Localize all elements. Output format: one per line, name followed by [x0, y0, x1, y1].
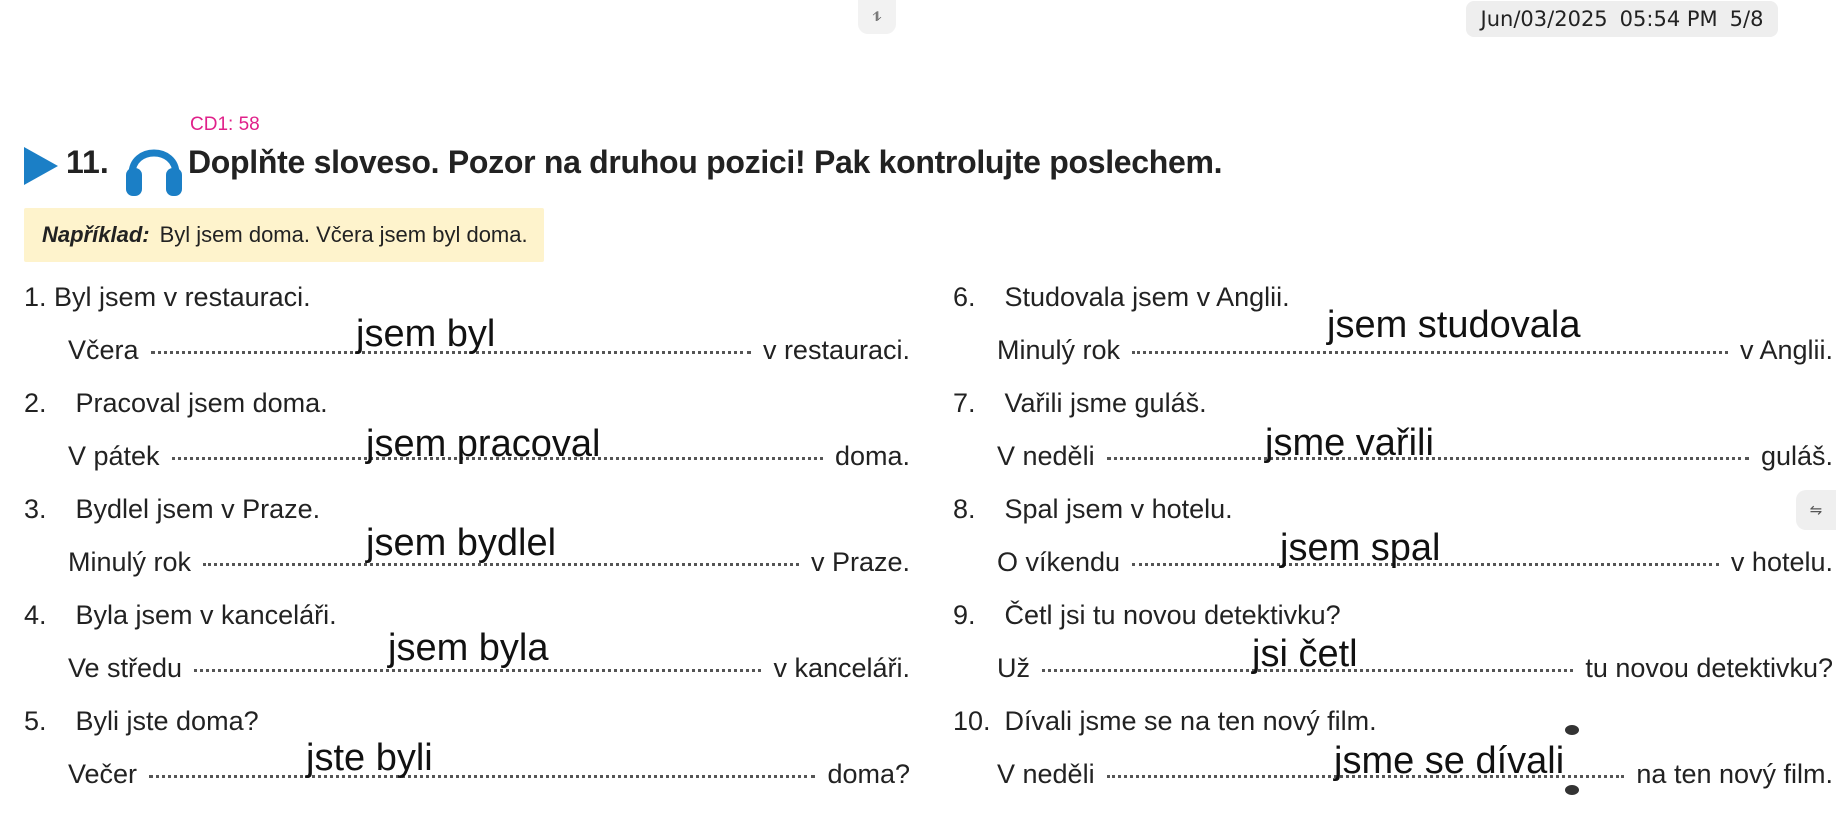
item-question: [24, 388, 328, 419]
selection-handle-bottom[interactable]: [1565, 785, 1579, 795]
item-question-text: Byla jsem v kanceláři.: [75, 600, 337, 630]
item-suffix: doma?: [827, 759, 910, 789]
answer-field[interactable]: jsem byla: [388, 627, 549, 669]
item-prefix: Minulý rok: [997, 335, 1121, 365]
item-prefix: V neděli: [997, 759, 1095, 789]
item-answer-line: [997, 653, 1833, 684]
example-label: Například:: [42, 222, 150, 247]
item-number: 6.: [953, 282, 976, 312]
answer-field[interactable]: jsem studovala: [1327, 304, 1581, 346]
status-date: Jun/03/2025: [1480, 7, 1608, 31]
item-suffix: tu novou detektivku?: [1585, 653, 1833, 683]
page-indicator: 5/8: [1729, 7, 1764, 31]
item-question-text: Četl jsi tu novou detektivku?: [1004, 600, 1341, 630]
item-question-text: Pracoval jsem doma.: [75, 388, 328, 418]
answer-field[interactable]: jsem bydlel: [366, 522, 557, 564]
selection-handle-top[interactable]: [1565, 725, 1579, 735]
example-box: [24, 208, 544, 262]
item-question-text: Byl jsem v restauraci.: [54, 282, 311, 312]
item-question-text: Spal jsem v hotelu.: [1004, 494, 1233, 524]
item-suffix: v Anglii.: [1739, 335, 1833, 365]
play-icon: [24, 147, 58, 185]
item-suffix: v restauraci.: [762, 335, 910, 365]
item-suffix: v kanceláři.: [773, 653, 910, 683]
item-question-text: Byli jste doma?: [75, 706, 259, 736]
item-suffix: v hotelu.: [1730, 547, 1833, 577]
cd-track-label: CD1: 58: [190, 114, 260, 135]
item-number: 5.: [24, 706, 47, 736]
answer-field[interactable]: jsi četl: [1252, 633, 1358, 675]
exercise-instruction: Doplňte sloveso. Pozor na druhou pozici! Pak kontrolujte poslechem.: [188, 144, 1223, 180]
item-number: 4.: [24, 600, 47, 630]
blank-dots: [149, 775, 815, 778]
item-number: 10.: [953, 706, 991, 736]
item-question: [953, 600, 1341, 631]
answer-field[interactable]: jste byli: [306, 737, 433, 779]
item-prefix: Minulý rok: [68, 547, 192, 577]
item-prefix: Ve středu: [68, 653, 183, 683]
item-question: [953, 282, 1290, 313]
answer-field[interactable]: jsem spal: [1280, 527, 1441, 569]
item-question: [24, 282, 311, 313]
item-question: [953, 494, 1233, 525]
item-prefix: Večer: [68, 759, 138, 789]
top-drag-handle[interactable]: [858, 0, 896, 34]
item-question-text: Vařili jsme guláš.: [1004, 388, 1207, 418]
blank-dots: [1132, 351, 1728, 354]
item-number: 2.: [24, 388, 47, 418]
item-question: [953, 388, 1207, 419]
item-question: [953, 706, 1377, 737]
item-prefix: V pátek: [68, 441, 160, 471]
exercise-number: 11.: [66, 144, 109, 180]
item-question-text: Bydlel jsem v Praze.: [75, 494, 321, 524]
example-text: Byl jsem doma. Včera jsem byl doma.: [159, 222, 528, 247]
swap-icon: ⥮: [872, 9, 882, 25]
item-suffix: doma.: [834, 441, 910, 471]
swap-horizontal-icon: ⇋: [1809, 501, 1823, 519]
answer-field[interactable]: jsem byl: [356, 313, 496, 355]
item-suffix: na ten nový film.: [1636, 759, 1833, 789]
item-question-text: Studovala jsem v Anglii.: [1004, 282, 1290, 312]
item-prefix: Už: [997, 653, 1030, 683]
item-question: [24, 494, 320, 525]
status-time: 05:54 PM: [1619, 7, 1718, 31]
item-suffix: guláš.: [1760, 441, 1833, 471]
status-bar: [1466, 1, 1778, 37]
item-number: 8.: [953, 494, 976, 524]
answer-field[interactable]: jsme vařili: [1265, 422, 1434, 464]
item-question: [24, 600, 337, 631]
answer-field-selected[interactable]: jsme se dívali: [1334, 740, 1565, 782]
item-suffix: v Praze.: [810, 547, 910, 577]
item-prefix: Včera: [68, 335, 139, 365]
side-panel-handle[interactable]: [1796, 490, 1836, 530]
item-answer-line: [68, 759, 910, 790]
item-prefix: O víkendu: [997, 547, 1121, 577]
item-number: 1.: [24, 282, 47, 312]
item-number: 3.: [24, 494, 47, 524]
item-prefix: V neděli: [997, 441, 1095, 471]
item-question-text: Dívali jsme se na ten nový film.: [1004, 706, 1377, 736]
item-number: 9.: [953, 600, 976, 630]
headphones-icon: [124, 130, 184, 198]
answer-field[interactable]: jsem pracoval: [366, 423, 601, 465]
item-number: 7.: [953, 388, 976, 418]
item-question: [24, 706, 259, 737]
